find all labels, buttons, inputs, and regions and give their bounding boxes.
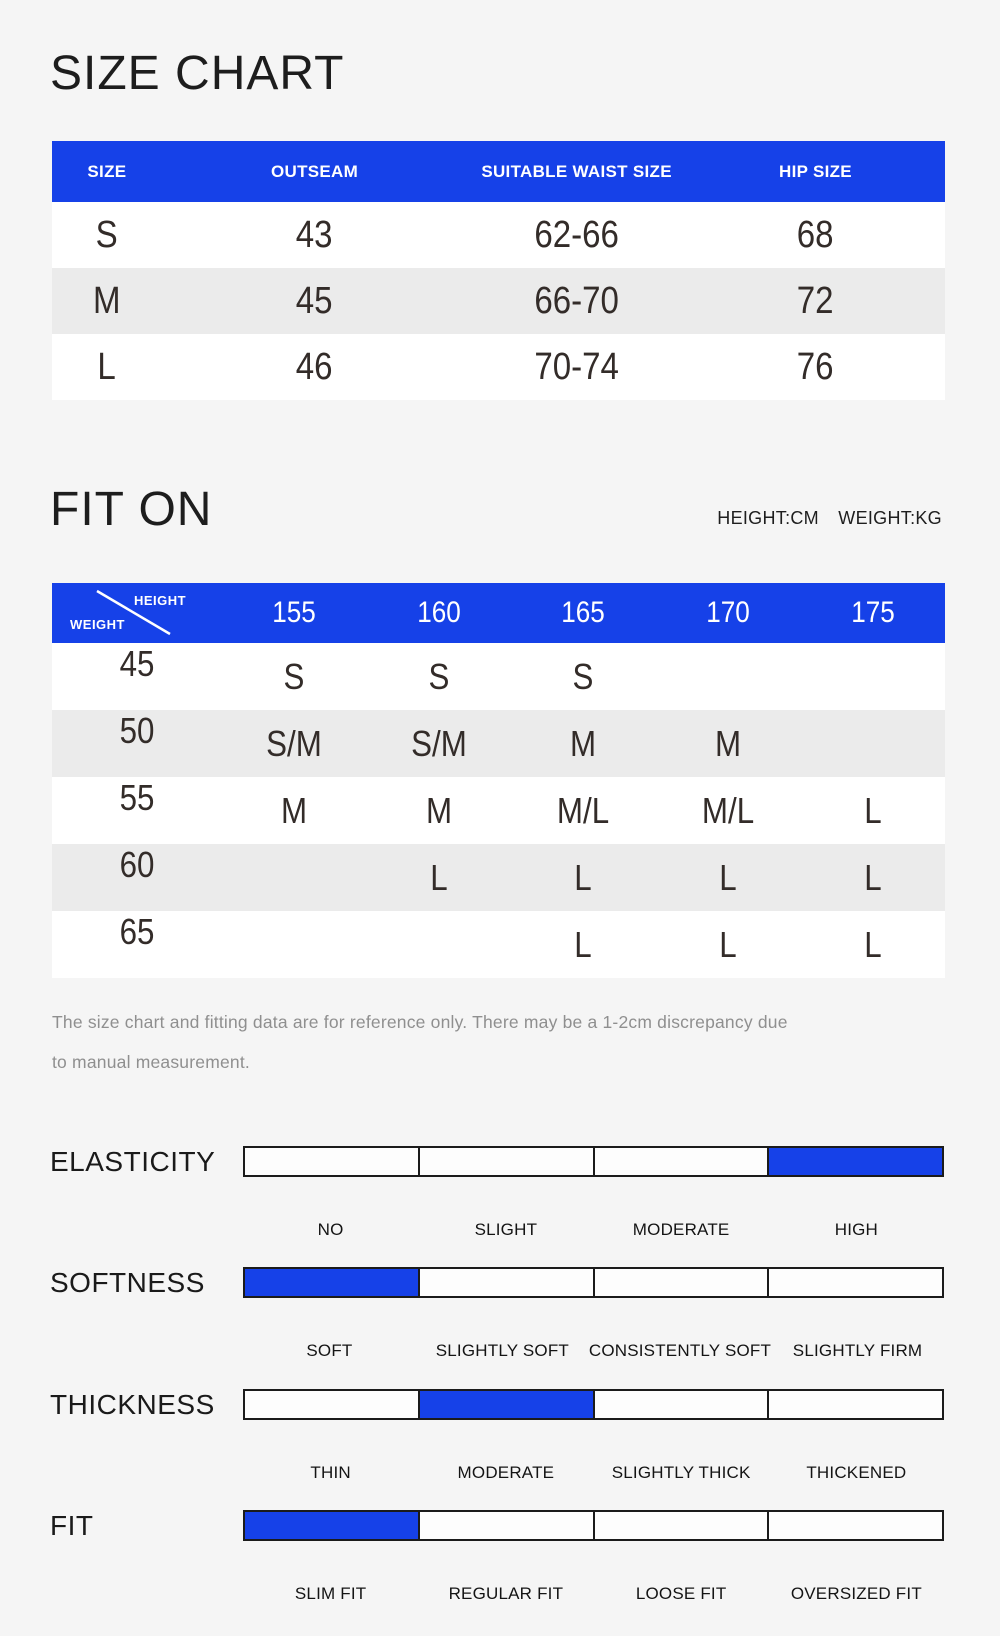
size-chart-cell-value: 68 xyxy=(797,213,834,256)
fit-on-size-cell xyxy=(511,723,656,765)
fit-on-weight-cell xyxy=(52,911,222,978)
size-chart-cell-value: 45 xyxy=(296,279,333,322)
fit-on-size-cell xyxy=(222,924,367,966)
size-chart-body xyxy=(52,202,945,400)
fit-on-size-value: L xyxy=(574,923,593,965)
segment xyxy=(593,1512,768,1539)
size-chart-cell-value: M xyxy=(93,279,121,322)
fit-on-height-header xyxy=(511,596,656,630)
fit-on-size-value: L xyxy=(574,856,593,898)
attribute-option-label: SLIGHTLY FIRM xyxy=(792,1341,923,1360)
size-chart-cell-value: 76 xyxy=(797,345,834,388)
fit-on-size-cell xyxy=(800,924,945,966)
fit-on-size-cell xyxy=(366,790,511,832)
fit-on-size-cell xyxy=(800,857,945,899)
selected-segment xyxy=(418,1391,593,1418)
fit-on-height-value: 175 xyxy=(850,596,895,629)
size-chart-cell xyxy=(467,280,686,323)
attribute-row-thickness xyxy=(50,1389,950,1494)
fit-on-weight-value: 45 xyxy=(119,643,155,684)
fit-on-row xyxy=(52,844,945,911)
size-chart-column-header: OUTSEAM xyxy=(270,161,359,181)
fit-on-row xyxy=(52,710,945,777)
segment xyxy=(245,1148,418,1175)
disclaimer-line: to manual measurement. xyxy=(52,1052,250,1072)
fit-on-size-cell xyxy=(366,857,511,899)
size-chart-row xyxy=(52,202,945,268)
fit-on-size-cell xyxy=(366,924,511,966)
fit-on-size-cell xyxy=(656,790,801,832)
fit-on-size-value: L xyxy=(863,856,882,898)
segment xyxy=(593,1391,768,1418)
fit-on-header-row xyxy=(52,583,945,643)
height-unit-label: HEIGHT:CM xyxy=(717,508,819,528)
disclaimer-line: The size chart and fitting data are for reference only. There may be a 1-2cm discrepancy due xyxy=(52,1012,788,1032)
fit-on-size-cell xyxy=(222,857,367,899)
fit-on-height-header xyxy=(656,596,801,630)
fit-on-size-value: L xyxy=(429,856,448,898)
size-chart-cell-value: S xyxy=(95,213,118,256)
attribute-option-label: REGULAR FIT xyxy=(448,1584,564,1603)
segment xyxy=(418,1269,593,1296)
size-chart-column-header: SUITABLE WAIST SIZE xyxy=(481,161,672,181)
attribute-option-label: CONSISTENTLY SOFT xyxy=(588,1341,772,1360)
segment xyxy=(767,1391,942,1418)
fit-on-size-cell xyxy=(511,857,656,899)
fit-on-size-value: S xyxy=(428,655,450,697)
fit-on-weight-value: 65 xyxy=(119,911,155,952)
fit-on-size-cell xyxy=(656,924,801,966)
size-chart-cell-value: 66-70 xyxy=(534,279,619,322)
fit-on-size-value: S xyxy=(572,655,594,697)
size-chart-cell xyxy=(52,280,162,323)
size-chart-cell xyxy=(467,346,686,389)
attribute-scale-bar xyxy=(243,1510,944,1541)
size-chart-cell-value: 62-66 xyxy=(534,213,619,256)
fit-on-body xyxy=(52,643,945,978)
attribute-option-label: THICKENED xyxy=(806,1463,907,1482)
fit-on-size-cell xyxy=(366,656,511,698)
fit-on-height-header xyxy=(222,596,367,630)
fit-on-row xyxy=(52,777,945,844)
selected-segment xyxy=(245,1512,418,1539)
attribute-option-label: SLIM FIT xyxy=(294,1584,367,1603)
attribute-row-softness xyxy=(50,1267,950,1372)
attribute-option-label: SLIGHT xyxy=(474,1220,538,1239)
size-chart-column-header: HIP SIZE xyxy=(779,161,852,181)
fit-on-table xyxy=(52,583,945,978)
fit-on-size-cell xyxy=(222,656,367,698)
size-chart-cell xyxy=(162,214,467,257)
fit-on-size-cell xyxy=(511,790,656,832)
attribute-scale-bar xyxy=(243,1389,944,1420)
size-chart-table xyxy=(52,141,945,400)
attribute-row-fit xyxy=(50,1510,950,1615)
segment xyxy=(767,1269,942,1296)
fit-on-size-value: M/L xyxy=(557,789,610,831)
segment xyxy=(593,1269,768,1296)
fit-on-size-cell xyxy=(222,790,367,832)
attribute-scale-bar xyxy=(243,1267,944,1298)
size-chart-cell xyxy=(686,346,945,389)
fit-on-size-value: L xyxy=(863,789,882,831)
fit-on-size-cell xyxy=(366,723,511,765)
fit-on-size-value: M xyxy=(570,722,597,764)
fit-on-size-cell xyxy=(800,656,945,698)
attribute-scale-bar xyxy=(243,1146,944,1177)
fit-on-size-cell xyxy=(656,723,801,765)
fit-on-size-cell xyxy=(511,924,656,966)
size-chart-header-row xyxy=(52,141,945,202)
segment xyxy=(593,1148,768,1175)
segment xyxy=(418,1148,593,1175)
fit-on-size-value: M xyxy=(425,789,452,831)
attribute-option-label: SOFT xyxy=(306,1341,353,1360)
attribute-option-label: MODERATE xyxy=(632,1220,730,1239)
fit-on-height-value: 170 xyxy=(706,596,750,629)
fit-on-weight-cell xyxy=(52,844,222,911)
size-chart-cell-value: L xyxy=(97,345,117,388)
fit-on-size-value: L xyxy=(863,923,882,965)
selected-segment xyxy=(245,1269,418,1296)
fit-on-height-header xyxy=(366,596,511,630)
fit-on-size-cell xyxy=(800,723,945,765)
size-chart-title: SIZE CHART xyxy=(50,47,345,100)
fit-on-weight-cell xyxy=(52,777,222,844)
fit-on-weight-value: 50 xyxy=(119,710,155,751)
size-chart-cell-value: 43 xyxy=(296,213,333,256)
size-chart-cell-value: 70-74 xyxy=(534,345,619,388)
fit-on-size-value: L xyxy=(719,856,737,898)
fit-on-height-value: 155 xyxy=(272,596,316,629)
fit-on-size-value: L xyxy=(719,923,737,965)
fit-on-height-header xyxy=(800,596,945,630)
size-chart-cell-value: 72 xyxy=(797,279,834,322)
attribute-option-labels xyxy=(243,1220,944,1240)
attribute-row-elasticity xyxy=(50,1146,950,1251)
size-chart-cell xyxy=(52,346,162,389)
size-chart-row xyxy=(52,268,945,334)
height-weight-corner-cell xyxy=(52,583,222,643)
fit-on-size-cell xyxy=(656,656,801,698)
attribute-option-label: SLIGHTLY THICK xyxy=(611,1463,751,1482)
fit-on-size-cell xyxy=(800,790,945,832)
attribute-name-label: FIT xyxy=(50,1510,94,1541)
attribute-option-label: MODERATE xyxy=(457,1463,555,1482)
fit-on-size-cell xyxy=(222,723,367,765)
size-chart-cell xyxy=(686,280,945,323)
selected-segment xyxy=(767,1148,942,1175)
units-label xyxy=(717,508,942,529)
disclaimer-text xyxy=(52,1002,932,1082)
fit-on-height-value: 160 xyxy=(416,596,461,629)
attribute-name-label: THICKNESS xyxy=(50,1389,215,1420)
fit-on-weight-value: 55 xyxy=(119,777,155,818)
diagonal-divider-line xyxy=(52,583,222,643)
corner-height-label: HEIGHT xyxy=(134,593,187,608)
fit-on-size-cell xyxy=(511,656,656,698)
fit-on-size-value: S/M xyxy=(410,722,467,764)
fit-on-title: FIT ON xyxy=(50,483,213,536)
size-chart-cell-value: 46 xyxy=(296,345,333,388)
attribute-option-labels xyxy=(243,1463,944,1483)
attribute-option-label: NO xyxy=(317,1220,344,1239)
fit-on-height-value: 165 xyxy=(561,596,606,629)
segment xyxy=(418,1512,593,1539)
fit-on-size-value: S/M xyxy=(266,722,322,764)
fit-on-size-value: M xyxy=(714,722,742,764)
size-chart-cell xyxy=(162,280,467,323)
size-chart-cell xyxy=(52,214,162,257)
segment xyxy=(767,1512,942,1539)
fit-on-weight-cell xyxy=(52,643,222,710)
attribute-option-label: THIN xyxy=(310,1463,351,1482)
fit-on-row xyxy=(52,643,945,710)
attribute-option-label: HIGH xyxy=(834,1220,879,1239)
size-chart-cell xyxy=(162,346,467,389)
attribute-option-label: LOOSE FIT xyxy=(635,1584,727,1603)
attribute-option-label: SLIGHTLY SOFT xyxy=(435,1341,570,1360)
attribute-name-label: SOFTNESS xyxy=(50,1267,205,1298)
size-chart-cell xyxy=(686,214,945,257)
fit-on-row xyxy=(52,911,945,978)
attribute-option-labels xyxy=(243,1584,944,1604)
attribute-name-label: ELASTICITY xyxy=(50,1146,216,1177)
size-chart-cell xyxy=(467,214,686,257)
fit-on-size-value: M/L xyxy=(701,789,755,831)
segment xyxy=(245,1391,418,1418)
weight-unit-label: WEIGHT:KG xyxy=(838,508,942,528)
corner-weight-label: WEIGHT xyxy=(70,617,125,632)
attribute-option-label: OVERSIZED FIT xyxy=(790,1584,922,1603)
fit-on-weight-value: 60 xyxy=(119,844,155,885)
size-chart-column-header: SIZE xyxy=(87,161,127,181)
fit-on-size-value: S xyxy=(283,655,305,697)
fit-on-size-value: M xyxy=(280,789,308,831)
fit-on-weight-cell xyxy=(52,710,222,777)
fit-on-size-cell xyxy=(656,857,801,899)
size-chart-row xyxy=(52,334,945,400)
attribute-option-labels xyxy=(243,1341,944,1361)
